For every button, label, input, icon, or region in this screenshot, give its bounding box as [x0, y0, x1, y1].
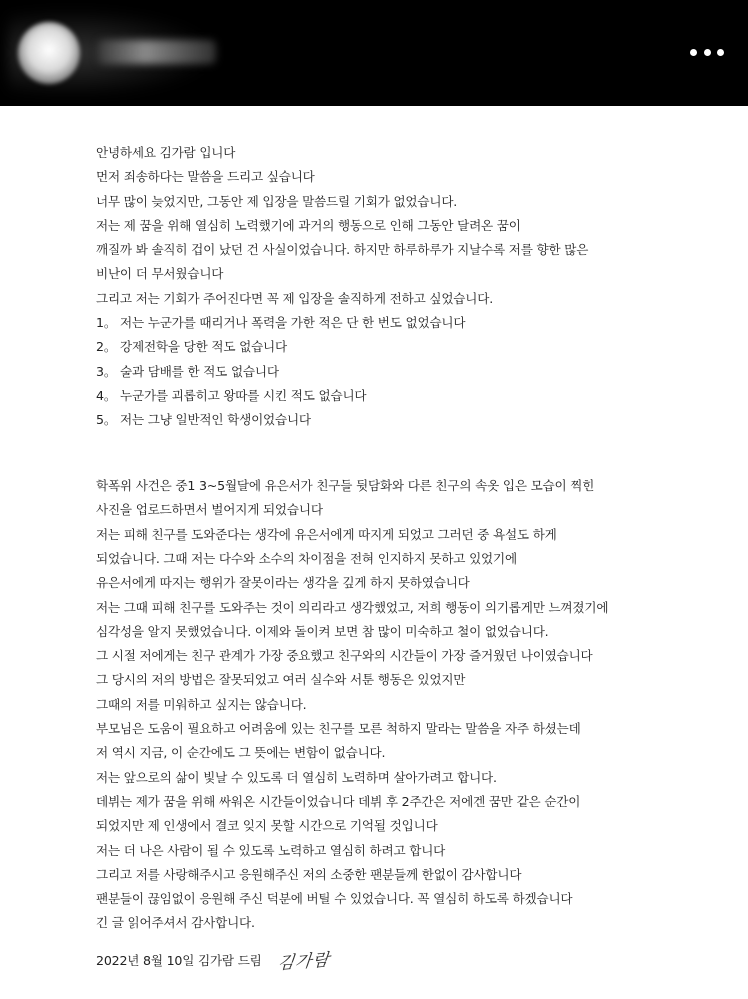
- letter-line: 유은서에게 따지는 행위가 잘못이라는 생각을 깊게 하지 못하였습니다: [96, 575, 470, 591]
- letter-line: 데뷔는 제가 꿈을 위해 싸워온 시간들이었습니다 데뷔 후 2주간은 저에겐 꿈만 같은 순간이: [96, 793, 581, 809]
- letter-line: 저는 제 꿈을 위해 열심히 노력했기에 과거의 행동으로 인해 그동안 달려온 꿈이: [96, 217, 521, 233]
- letter-line: 되었지만 제 인생에서 결코 잊지 못할 시간으로 기억될 것입니다: [96, 818, 438, 834]
- letter-line: 저는 그때 피해 친구를 도와주는 것이 의리라고 생각했었고, 저희 행동이 의기롭게만 느껴졌기에: [96, 599, 609, 615]
- letter-date: 2022년 8월 10일 김가람 드림: [96, 952, 262, 968]
- letter-line: 부모님은 도움이 필요하고 어려움에 있는 친구를 모른 척하지 말라는 말씀을 자주 하셨는데: [96, 721, 581, 737]
- letter-line: 저는 피해 친구를 도와준다는 생각에 유은서에게 따지게 되었고 그러던 중 욕설도 하게: [96, 526, 557, 542]
- letter-line: 사진을 업로드하면서 벌어지게 되었습니다: [96, 502, 323, 518]
- letter-line: 그 시절 저에게는 친구 관계가 가장 중요했고 친구와의 시간들이 가장 즐거웠던 나이였습니다: [96, 648, 593, 664]
- more-horizontal-icon: [704, 49, 711, 56]
- letter-line: 학폭위 사건은 중1 3~5월달에 유은서가 친구들 뒷담화와 다른 친구의 속옷 입은 모습이 찍힌: [96, 478, 595, 494]
- list-item: 4。 누군가를 괴롭히고 왕따를 시킨 적도 없습니다: [96, 387, 367, 403]
- letter-line: 깨질까 봐 솔직히 겁이 났던 건 사실이었습니다. 하지만 하루하루가 지날수록 저를 향한 많은: [96, 242, 589, 258]
- letter-line: 그때의 저를 미워하고 싶지는 않습니다.: [96, 696, 307, 712]
- more-horizontal-icon: [717, 49, 724, 56]
- letter-line: 저 역시 지금, 이 순간에도 그 뜻에는 변함이 없습니다.: [96, 745, 386, 761]
- letter-line: 저는 더 나은 사람이 될 수 있도록 노력하고 열심히 하려고 합니다: [96, 842, 446, 858]
- avatar[interactable]: [18, 22, 80, 84]
- list-item: 2。 강제전학을 당한 적도 없습니다: [96, 339, 287, 355]
- letter-line: 긴 글 읽어주셔서 감사합니다.: [96, 915, 255, 931]
- handwritten-signature: 김가람: [276, 949, 331, 974]
- more-options-button[interactable]: [690, 38, 724, 66]
- list-item: 1。 저는 누군가를 때리거나 폭력을 가한 적은 단 한 번도 없었습니다: [96, 315, 466, 331]
- paragraph-gap: [96, 433, 656, 475]
- top-bar: [0, 0, 748, 106]
- list-item: 3。 술과 담배를 한 적도 없습니다: [96, 363, 279, 379]
- letter-line: 되었습니다. 그때 저는 다수와 소수의 차이점을 전혀 인지하지 못하고 있었기에: [96, 550, 517, 566]
- more-horizontal-icon: [690, 49, 697, 56]
- signature-row: [96, 944, 330, 974]
- letter-line: 팬분들이 끊임없이 응원해 주신 덕분에 버틸 수 있었습니다. 꼭 열심히 하도록 하겠습니다: [96, 891, 573, 907]
- letter-line: 그 당시의 저의 방법은 잘못되었고 여러 실수와 서툰 행동은 있었지만: [96, 672, 466, 688]
- letter-body: [96, 141, 656, 936]
- letter-line: 저는 앞으로의 삶이 빛날 수 있도록 더 열심히 노력하며 살아가려고 합니다.: [96, 769, 497, 785]
- letter-line: 먼저 죄송하다는 말씀을 드리고 싶습니다: [96, 169, 315, 185]
- list-item: 5。 저는 그냥 일반적인 학생이었습니다: [96, 412, 311, 428]
- blurred-username[interactable]: [98, 40, 216, 64]
- letter-line: 비난이 더 무서웠습니다: [96, 266, 224, 282]
- letter-line: 심각성을 알지 못했었습니다. 이제와 돌이켜 보면 참 많이 미숙하고 철이 없었습니다.: [96, 623, 549, 639]
- letter-line: 너무 많이 늦었지만, 그동안 제 입장을 말씀드릴 기회가 없었습니다.: [96, 193, 458, 209]
- letter-line: 그리고 저를 사랑해주시고 응원해주신 저의 소중한 팬분들께 한없이 감사합니다: [96, 866, 522, 882]
- letter-line: 그리고 저는 기회가 주어진다면 꼭 제 입장을 솔직하게 전하고 싶었습니다.: [96, 290, 493, 306]
- letter-line: 안녕하세요 김가람 입니다: [96, 145, 236, 160]
